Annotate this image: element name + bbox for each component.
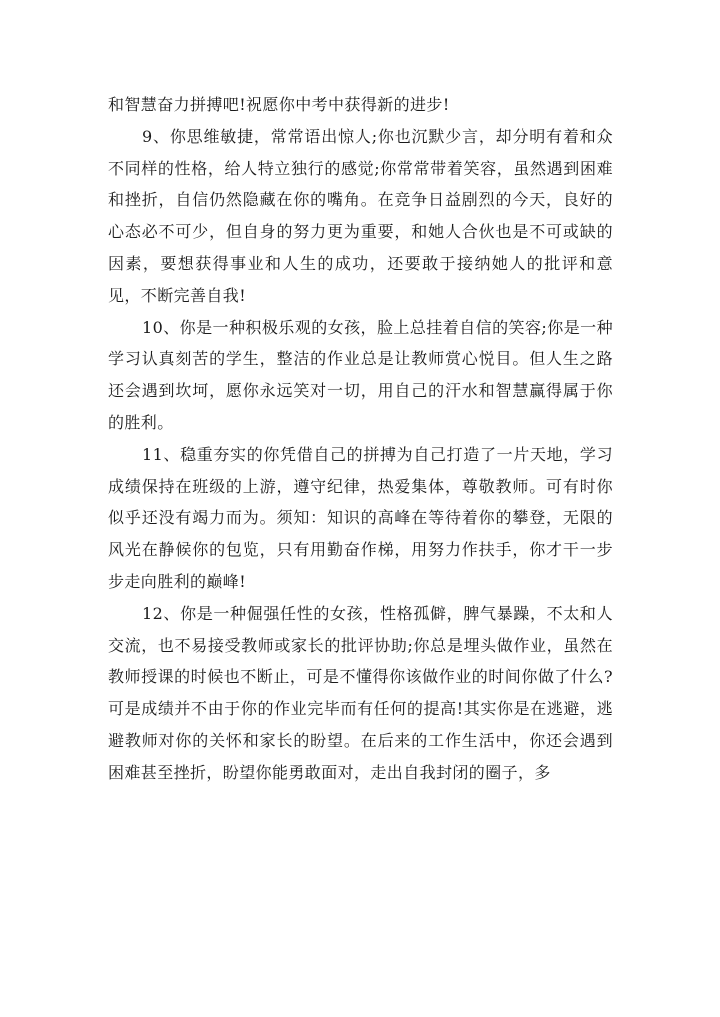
paragraph-continued — [108, 89, 613, 121]
text-line: 交流，也不易接受教师或家长的批评协助;你总是埋头做作业，虽然 — [108, 635, 597, 655]
text-line: 在教师授课的时候也不断止，可是不懂得你该做作业的时间你做了什 — [108, 635, 613, 687]
text-line: 10、你是一种积极乐观的女孩，脸上总挂着自信的笑容;你是一 — [142, 317, 597, 337]
document-body — [108, 89, 613, 789]
text-line: 似乎还没有竭力而为。须知：知识的高峰在等待着你的攀登，无限的 — [108, 508, 613, 528]
text-line: 难和挫折，自信仍然隐藏在你的嘴角。在竞争日益剧烈的今天，良好 — [108, 158, 613, 210]
text-line: 路还会遇到坎坷，愿你永远笑对一切，用自己的汗水和智慧赢得属于 — [108, 349, 613, 401]
text-line: 么?可是成绩并不由于你的作业完毕而有任何的提高!其实你是在逃 — [108, 667, 613, 719]
text-line: 11、稳重夯实的你凭借自己的拼搏为自己打造了一片天地，学习 — [142, 444, 613, 464]
text-line: 步走向胜利的巅峰! — [108, 571, 247, 591]
text-line: 你的胜利。 — [108, 381, 613, 432]
paragraph-11 — [108, 439, 613, 598]
text-line: 和智慧奋力拼搏吧!祝愿你中考中获得新的进步! — [108, 95, 450, 114]
text-line: 风光在静候你的包览，只有用勤奋作梯，用努力作扶手，你才干一步 — [108, 540, 613, 560]
text-line: 成绩保持在班级的上游，遵守纪律，热爱集体，尊敬教师。可有时你 — [108, 476, 613, 496]
paragraph-9 — [108, 121, 613, 312]
text-line: 的因素，要想获得事业和人生的成功，还要敢于接纳她人的批评和意 — [108, 222, 613, 273]
text-line: 会遇到困难甚至挫折，盼望你能勇敢面对，走出自我封闭的圈子，多 — [108, 730, 613, 782]
paragraph-10 — [108, 312, 613, 439]
text-line: 的心态必不可少，但自身的努力更为重要，和她人合伙也是不可或缺 — [108, 190, 613, 242]
text-line: 种学习认真刻苦的学生，整洁的作业总是让教师赏心悦目。但人生之 — [108, 317, 613, 369]
text-line: 见，不断完善自我! — [108, 285, 247, 305]
text-line: 12、你是一种倔强任性的女孩，性格孤僻，脾气暴躁，不太和人 — [142, 603, 613, 623]
text-line: 9、你思维敏捷，常常语出惊人;你也沉默少言，却分明有着和众 — [142, 126, 613, 146]
paragraph-12 — [108, 598, 613, 789]
text-line: 避，逃避教师对你的关怀和家长的盼望。在后来的工作生活中，你还 — [108, 699, 614, 750]
text-line: 不同样的性格，给人特立独行的感觉;你常常带着笑容，虽然遇到困 — [108, 158, 597, 178]
